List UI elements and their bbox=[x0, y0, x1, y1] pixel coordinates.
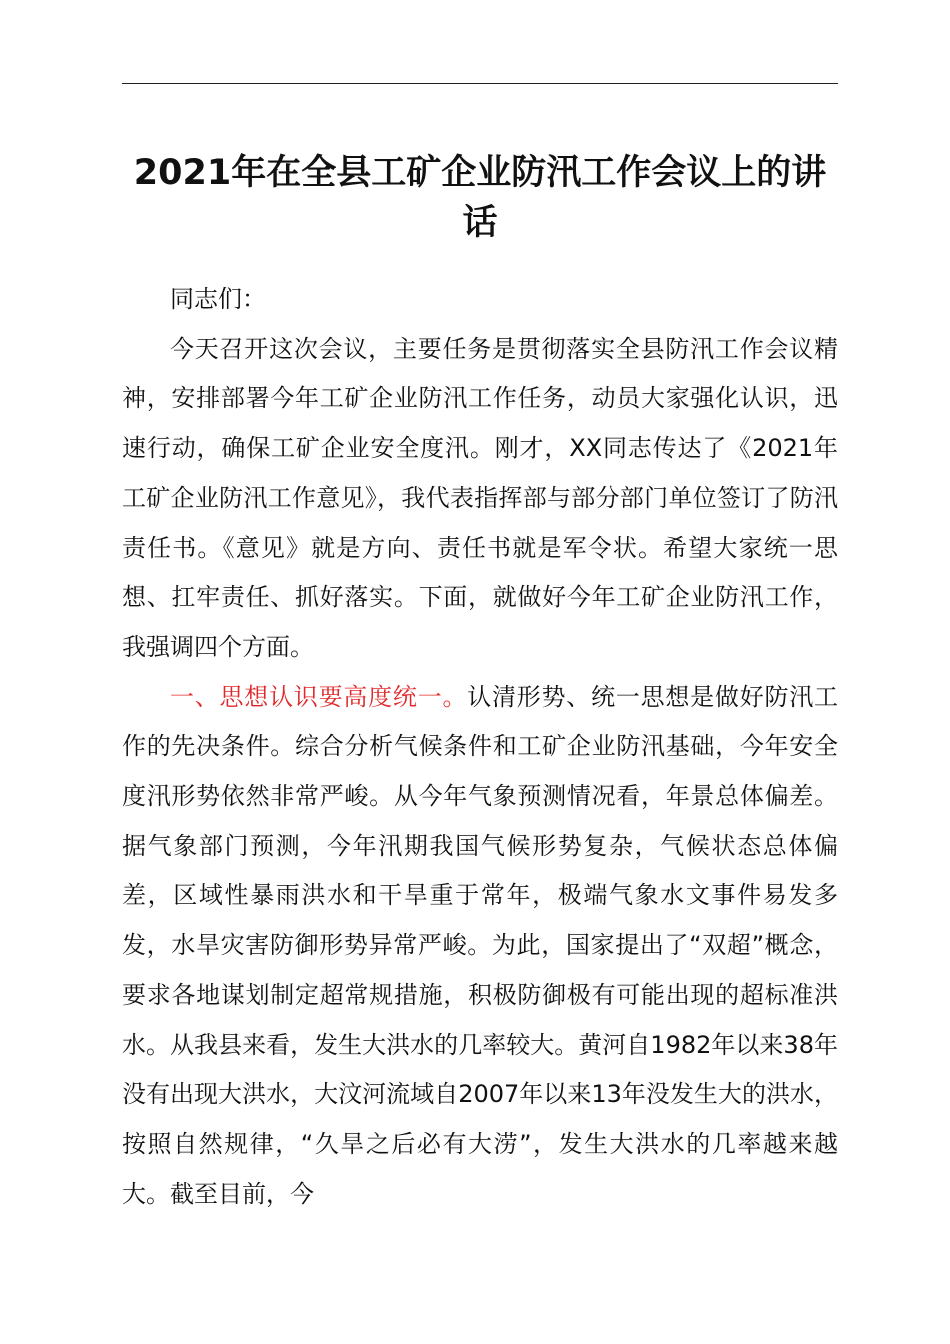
section-1-body: 认清形势、统一思想是做好防汛工作的先决条件。综合分析气候条件和工矿企业防汛基础，今年安全度汛形势依然非常严峻。从今年气象预测情况看，年景总体偏差。据气象部门预测，今年汛期我国气候形势复杂，气候状态总体偏差，区域性暴雨洪水和干旱重于常年，极端气象水文事件易发多发，水旱灾害防御形势异常严峻。为此，国家提出了“双超”概念，要求各地谋划制定超常规措施，积极防御极有可能出现的超标准洪水。从我县来看，发生大洪水的几率较大。黄河自1982年以来38年没有出现大洪水，大汶河流域自2007年以来13年没发生大的洪水，按照自然规律，“久旱之后必有大涝”，发生大洪水的几率越来越大。截至目前，今 bbox=[122, 682, 839, 1208]
document-title: 2021年在全县工矿企业防汛工作会议上的讲话 bbox=[133, 153, 827, 243]
document-body bbox=[122, 275, 838, 1219]
section-1-heading: 一、思想认识要高度统一。 bbox=[170, 682, 468, 711]
intro-paragraph: 今天召开这次会议，主要任务是贯彻落实全县防汛工作会议精神，安排部署今年工矿企业防汛工作任务，动员大家强化认识，迅速行动，确保工矿企业安全度汛。刚才，XX同志传达了《2021年工矿企业防汛工作意见》，我代表指挥部与部分部门单位签订了防汛责任书。《意见》就是方向、责任书就是军令状。希望大家统一思想、扛牢责任、抓好落实。下面，就做好今年工矿企业防汛工作，我强调四个方面。 bbox=[122, 334, 838, 661]
salutation: 同志们： bbox=[170, 285, 266, 313]
section-1-paragraph bbox=[122, 673, 838, 1220]
header-rule bbox=[122, 83, 838, 84]
